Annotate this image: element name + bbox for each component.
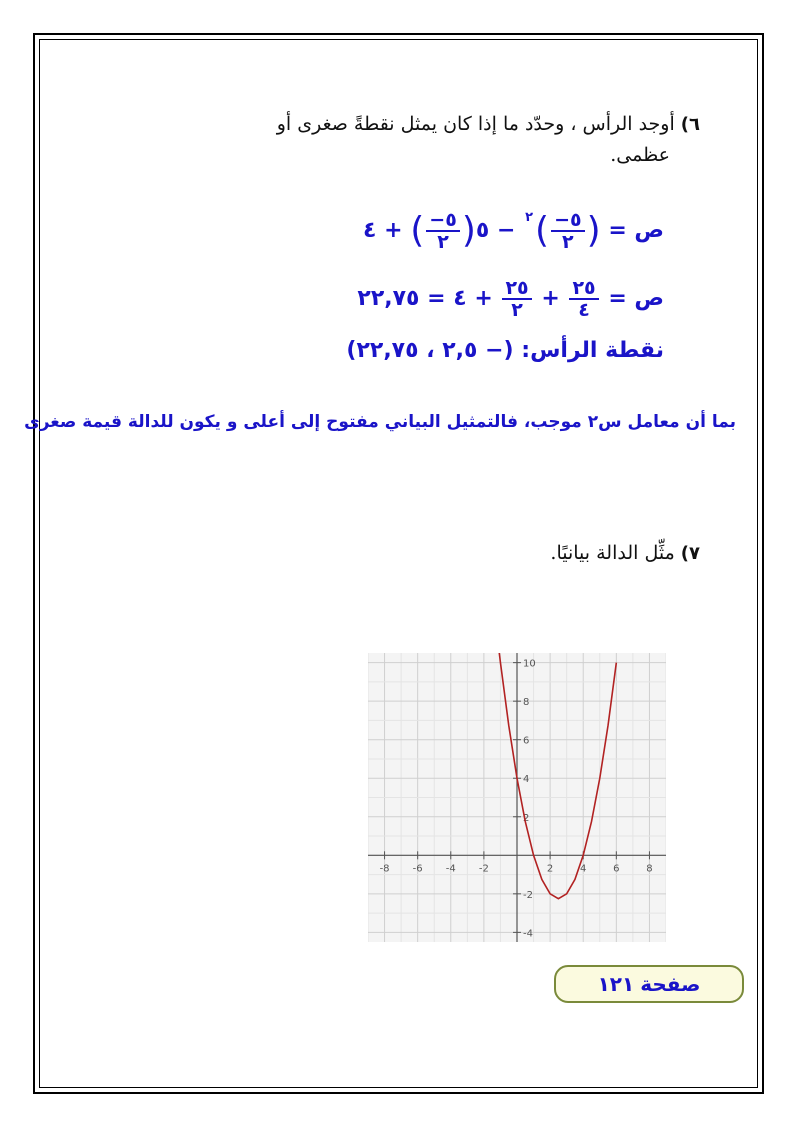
eq2-fraction-b-num: ٢٥ [502,278,531,300]
eq1-fraction-a-den: ٢ [562,231,574,253]
eq1-fraction-a [551,210,585,252]
x-tick-label: 6 [613,863,620,875]
page-label: صفحة [640,972,701,996]
y-tick-label: 8 [523,697,530,709]
equation-line-1: ص = ( $\frac{٥-}{٢}$ )$^٢$ − ٥( $\frac{٥-}{٢}$ ) + ٤ [363,209,664,253]
eq2-rest: + ٤ = ٢٢,٧٥ [357,286,493,311]
question-6-text-line1: أوجد الرأس ، وحدّد ما إذا كان يمثل نقطةً صغرى أو [276,113,675,135]
conclusion-text: بما أن معامل س٢ موجب، فالتمثيل البياني مفتوح إلى أعلى و يكون للدالة قيمة صغرى [24,412,736,432]
x-tick-label: 4 [580,863,587,875]
question-7-number: ٧) [680,543,700,564]
y-tick-label: -2 [523,889,533,901]
eq1-plus-four: + ٤ [363,218,403,243]
eq1-power: ٢ [525,209,534,225]
question-6-number: ٦) [680,114,700,135]
eq1-fraction-b [426,210,460,252]
x-tick-label: 8 [646,863,653,875]
eq2-lhs: ص = [608,286,664,311]
equation-line-2 [357,278,664,320]
eq1-minus-five: − ٥ [475,218,516,243]
y-tick-label: 6 [523,735,530,747]
eq2-fraction-a [569,278,598,320]
eq2-fraction-a-num: ٢٥ [569,278,598,300]
eq2-fraction-a-den: ٤ [578,299,590,321]
eq1-lhs: ص = [608,218,664,243]
question-6-text-line2: عظمى. [610,144,670,166]
eq2-plus: + [541,286,560,311]
question-7-text: مثِّل الدالة بيانيًا. [550,542,675,564]
vertex-line [346,338,664,363]
vertex-value: (− ٢,٥ ، ٢٢,٧٥) [346,338,514,363]
y-tick-label: 4 [523,774,530,786]
x-tick-label: -6 [412,863,423,875]
x-tick-label: -8 [379,863,390,875]
y-tick-label: 2 [523,812,530,824]
question-6 [277,109,700,170]
parabola-chart-svg [368,653,666,942]
page-number-badge [554,965,744,1003]
y-tick-label: 10 [523,658,536,670]
eq1-fraction-a-num: ٥− [551,210,585,232]
x-tick-label: -2 [478,863,489,875]
x-tick-label: -4 [445,863,456,875]
eq2-fraction-b-den: ٢ [511,299,523,321]
vertex-label: نقطة الرأس: [521,338,664,363]
eq2-fraction-b [502,278,531,320]
parabola-chart [368,653,666,942]
page-number: ١٢١ [597,972,635,996]
question-7 [550,538,700,569]
eq1-fraction-b-num: ٥− [426,210,460,232]
x-tick-label: 2 [546,863,554,875]
eq1-fraction-b-den: ٢ [437,231,449,253]
y-tick-label: -4 [523,928,533,940]
